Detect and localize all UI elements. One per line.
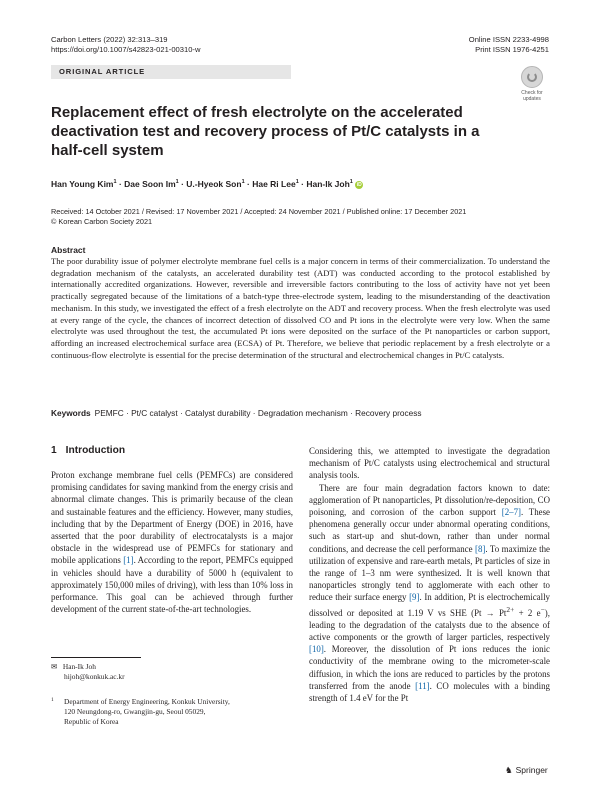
corresponding-name: Han-Ik Joh — [62, 662, 96, 671]
right-column — [309, 445, 550, 704]
section-number: 1 — [51, 445, 57, 456]
author-name[interactable]: U.-Hyeok Son — [186, 178, 242, 189]
affiliation-line: 120 Neungdong-ro, Gwangjin-gu, Seoul 05029, — [64, 707, 206, 716]
affiliation — [51, 697, 291, 727]
corresponding-author — [51, 662, 291, 682]
author-name[interactable]: Han Young Kim — [51, 178, 114, 189]
paragraph: Considering this, we attempted to investigate the degradation mechanism of Pt/C catalysts using electrochemical and structural analysis tools. — [309, 446, 550, 481]
section-heading — [51, 445, 125, 456]
citation-link[interactable]: [8] — [475, 543, 486, 554]
publication-dates — [51, 207, 551, 227]
orcid-icon[interactable]: iD — [356, 181, 362, 188]
history-dates: Received: 14 October 2021 / Revised: 17 November 2021 / Accepted: 24 November 2021 / Published online: 17 December 2021 — [51, 207, 467, 216]
affiliation-line: Republic of Korea — [64, 717, 119, 726]
paper-title: Replacement effect of fresh electrolyte on the accelerated deactivation test and recovery process of Pt/C catalysts in a half-cell system — [51, 104, 480, 159]
citation-link[interactable]: [1] — [123, 555, 134, 566]
article-type-banner: ORIGINAL ARTICLE — [51, 65, 291, 79]
section-title: Introduction — [65, 445, 126, 456]
citation-link[interactable]: [11] — [415, 680, 430, 691]
envelope-icon: ✉ — [51, 662, 58, 671]
left-column — [51, 469, 293, 615]
affiliation-line: Department of Energy Engineering, Konkuk University, — [64, 697, 230, 706]
check-label-1: Check for — [521, 90, 543, 96]
keywords-label: Keywords — [51, 408, 91, 418]
author-list: Han Young Kim$^1$ · Dae Soon Im$^1$ · U.-Hyeok Son$^1$ · Hae Ri Lee$^1$ · Han-Ik Joh$^1$ iD — [51, 178, 362, 189]
affiliation-number: 1 — [51, 697, 54, 703]
author-name[interactable]: Dae Soon Im — [124, 178, 176, 189]
citation-link[interactable]: [10] — [309, 644, 324, 655]
email-link[interactable]: hijoh@konkuk.ac.kr — [64, 672, 125, 681]
author-name[interactable]: Hae Ri Lee — [252, 178, 296, 189]
citation-link[interactable]: [2–7] — [501, 507, 521, 518]
doi-link[interactable]: https://doi.org/10.1007/s42823-021-00310-w — [51, 45, 201, 54]
footnote-divider — [51, 657, 141, 658]
paragraph: There are four main degradation factors known to date: agglomeration of Pt nanoparticles, Pt dissolution/re-deposition, CO poisoning, and corrosion of the carbon support [2–7]. These phenomena generally occur under abnormal operating conditions, such as start-up and shut-down, rather than under normal conditions, and decrease the cell performance [8]. To maximize the utilization of expensive and rare-earth metals, Pt particles of size in the range of 1–3 nm were synthesized. It is well known that nanoparticles strongly tend to agglomerate with each other to reduce their surface energy [9]. In addition, Pt is electrochemically dissolved or deposited at 1.19 V vs SHE ($Pt \to Pt^{2+} + 2$ e−), leading to the degradation of the catalysts due to the absence of active components or the growth of larger particles, respectively [10]. Moreover, the dissolution of Pt ions reduces the ionic conductivity of the membrane owing to the micrometer-scale diffusion, in which the ions are reduced to particles by the protons transferred from the anode [11]. CO molecules with a binding strength of 1.4 eV for the Pt — [309, 482, 550, 704]
springer-horse-icon: ♞ — [505, 765, 513, 775]
copyright: © Korean Carbon Society 2021 — [51, 217, 153, 226]
check-for-updates-badge[interactable] — [515, 66, 549, 106]
online-issn: Online ISSN 2233-4998 — [468, 35, 549, 44]
check-label-2: updates — [523, 96, 541, 102]
print-issn: Print ISSN 1976-4251 — [475, 45, 549, 54]
publisher-name: Springer — [515, 765, 548, 775]
abstract-text: The poor durability issue of polymer electrolyte membrane fuel cells is a major concern in terms of their commercialization. To understand the degradation mechanism of the catalysts, an accelerated durability test (ADT) was conducted according to the protocol established by internationally accredited organizations. However, reversible and irreversible factors contributing to the loss of activity have not yet been practically segregated because of the limitations of a batch-type three-electrode system, leading to the misunderstanding of the deactivation mechanism. In this study, we investigated the effect of a fresh electrolyte on the ADT and recovery process. When the fresh electrolyte was used at every range of the cycle, the chances of incorrect detection of dissolved CO and Pt ions in the electrolyte were very low. When the same electrolyte was used throughout the test, the accumulated Pt ions were deposited on the surface of the Pt nanoparticles or carbon support, affording an increased electrochemical surface area (ECSA) of Pt. Therefore, we believe that periodic replacement by a fresh electrolyte or a continuous-flow electrolyte is essential for the precise determination of the structural and electrochemical changes in Pt/C catalysts. — [51, 256, 550, 360]
citation-link[interactable]: [9] — [409, 592, 420, 603]
author-name[interactable]: Han-Ik Joh — [306, 178, 350, 189]
keywords-list: PEMFC · Pt/C catalyst · Catalyst durability · Degradation mechanism · Recovery process — [94, 408, 422, 418]
paragraph: Proton exchange membrane fuel cells (PEMFCs) are considered promising candidates for saving mankind from the energy crisis and abnormal climate changes. This is primarily because of the clean and sustainable features and the efficiency. However, many studies, including that by the Department of Energy (DOE) in 2016, have asserted that the poor durability of electrocatalysts is a major obstacle in the widespread use of PEMFCs for stationary and mobile applications [1]. According to the report, PEMFCs equipped in vehicles should have a durability of 5000 h (equivalent to approximately 150,000 miles of driving), with less than 10% loss in performance. This goal can be achieved through further development of the current state-of-the-art technologies. — [51, 470, 293, 615]
journal-header — [51, 35, 200, 55]
abstract-heading: Abstract — [51, 245, 86, 255]
journal-citation: Carbon Letters (2022) 32:313–319 — [51, 35, 168, 44]
check-for-updates-icon — [521, 66, 543, 88]
keywords — [51, 408, 550, 419]
publisher-logo — [505, 765, 548, 776]
issn-block — [469, 35, 549, 55]
